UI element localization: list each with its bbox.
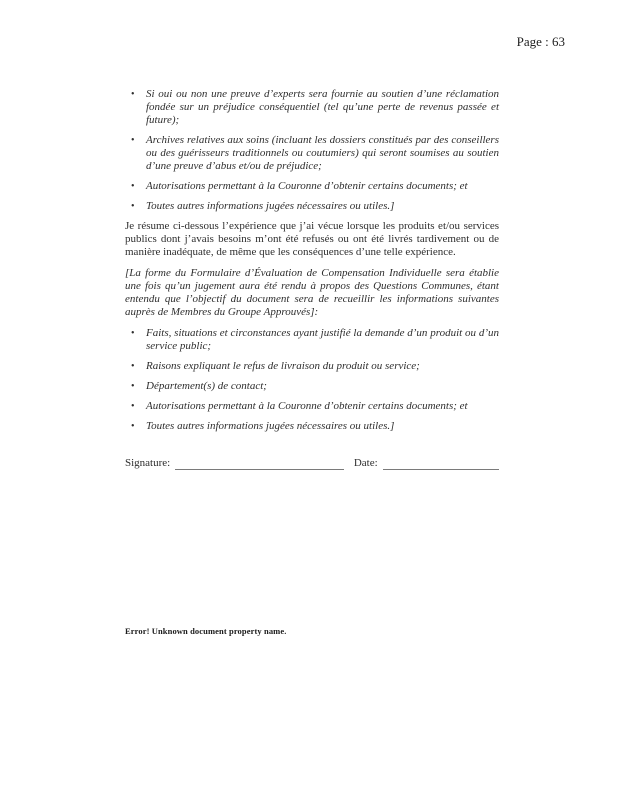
list-item: • Autorisations permettant à la Couronne d’obtenir certains documents; et (125, 180, 499, 193)
date-line[interactable] (383, 457, 499, 470)
list-item: • Autorisations permettant à la Couronne d’obtenir certains documents; et (125, 400, 499, 413)
document-content (125, 88, 499, 470)
bullet-list-required-info (125, 327, 499, 433)
list-item: • Archives relatives aux soins (incluant les dossiers constitués par des conseillers ou des guérisseurs traditionnels ou coutumiers) qui seront soumises au soutien d’une preuve d’abus et/ou de préjudice; (125, 134, 499, 173)
list-item: • Faits, situations et circonstances ayant justifié la demande d’un produit ou d’un service public; (125, 327, 499, 353)
date-label: Date: (353, 457, 378, 469)
list-item: • Toutes autres informations jugées nécessaires ou utiles.] (125, 200, 499, 213)
signature-label: Signature: (125, 457, 171, 469)
signature-line[interactable] (175, 457, 344, 470)
signature-row (125, 457, 499, 470)
bullet-list-claims (125, 88, 499, 213)
document-property-error-text: Error! Unknown document property name. (125, 626, 287, 636)
list-item: • Toutes autres informations jugées nécessaires ou utiles.] (125, 420, 499, 433)
list-item: • Raisons expliquant le refus de livraison du produit ou service; (125, 360, 499, 373)
list-item: • Si oui ou non une preuve d’experts sera fournie au soutien d’une réclamation fondée sur un préjudice conséquentiel (tel qu’une perte de revenus passée et future); (125, 88, 499, 127)
page-number: Page : 63 (516, 34, 565, 49)
list-item: • Département(s) de contact; (125, 380, 499, 393)
paragraph-experience-summary: Je résume ci-dessous l’expérience que j’ai vécue lorsque les produits et/ou services publics dont j’avais besoins m’ont été refusés ou ont été livrés tardivement ou de manière inadéquate, de même que les conséquences d’une telle expérience. (125, 220, 499, 258)
paragraph-form-note: [La forme du Formulaire d’Évaluation de Compensation Individuelle sera établie une fois qu’un jugement aura été rendu à propos des Questions Communes, étant entendu que l’objectif du document sera de recueillir les informations suivantes auprès de Membres du Groupe Approuvés]: (125, 267, 499, 318)
